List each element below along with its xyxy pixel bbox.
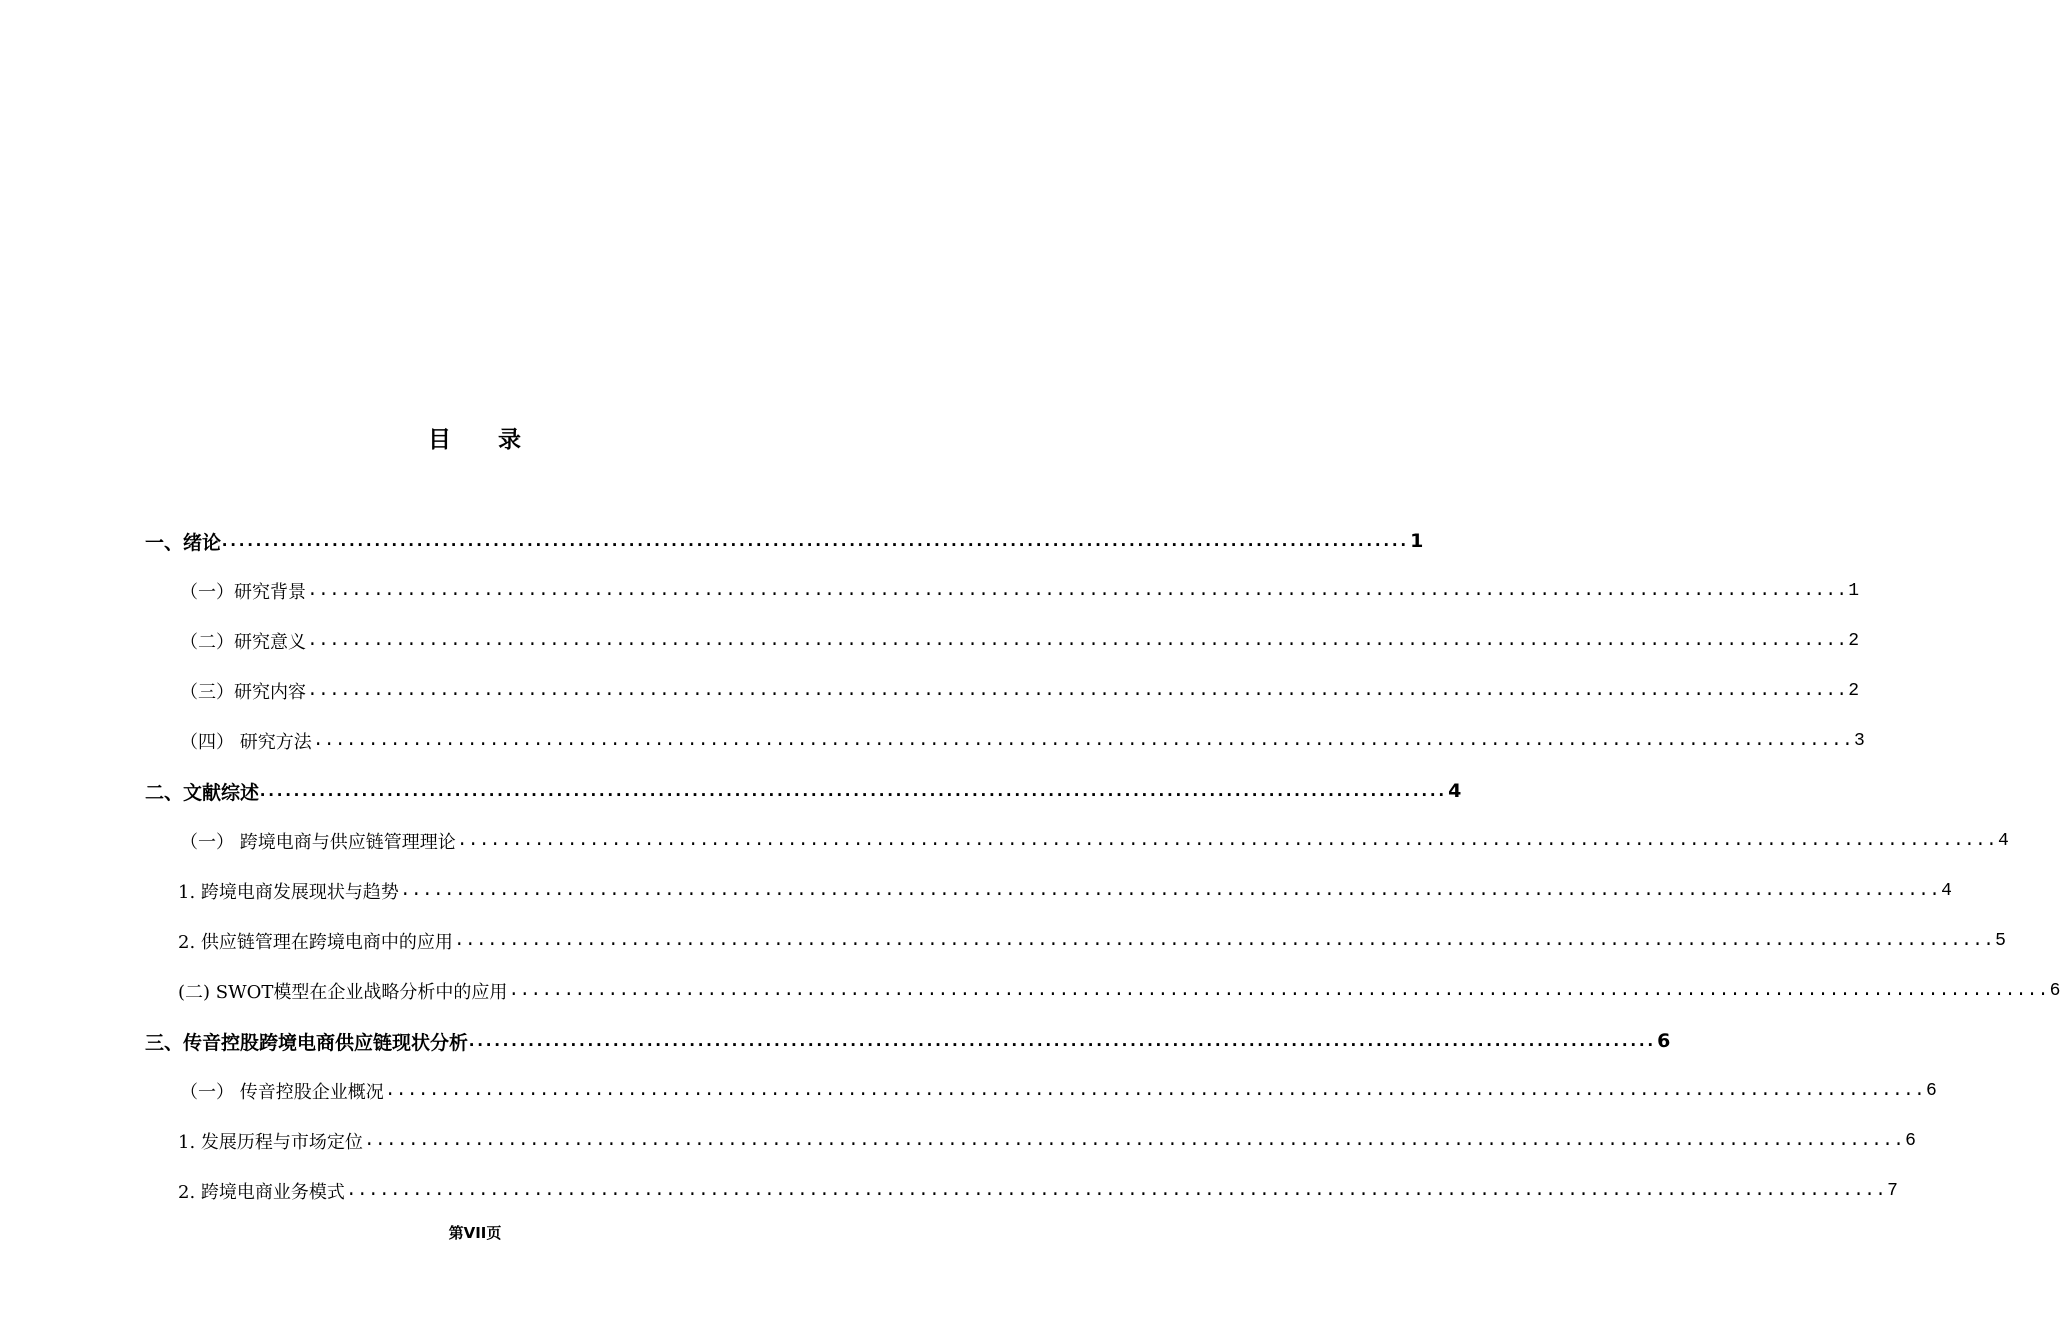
- toc-entry-label: 一、绪论: [145, 531, 222, 554]
- toc-entry[interactable]: [145, 1016, 1671, 1066]
- toc-entry-label: （一） 传音控股企业概况: [180, 1082, 384, 1103]
- toc-entry-page: 6: [1925, 1081, 1937, 1101]
- toc-entry[interactable]: [180, 616, 1860, 666]
- toc-entry[interactable]: [145, 516, 1424, 566]
- toc-entry-page: 1: [1848, 581, 1860, 601]
- toc-dot-leader: ............................................................................................................................................: [307, 681, 1848, 701]
- toc-entry[interactable]: [180, 716, 1865, 766]
- toc-entry[interactable]: [180, 566, 1860, 616]
- toc-entry-label: 1. 跨境电商发展现状与趋势: [178, 882, 399, 903]
- toc-entry-label: 三、传音控股跨境电商供应链现状分析: [145, 1031, 469, 1054]
- toc-entry-label: （四） 研究方法: [180, 732, 312, 753]
- toc-entry-page: 6: [1657, 1030, 1671, 1052]
- toc-entry[interactable]: [178, 916, 2006, 966]
- toc-entry-label: 2. 供应链管理在跨境电商中的应用: [178, 932, 453, 953]
- toc-entry[interactable]: [180, 816, 2009, 866]
- toc-entry-page: 3: [1853, 731, 1865, 751]
- toc-entry-label: （一）研究背景: [180, 582, 306, 603]
- toc-entry[interactable]: [178, 1166, 1898, 1216]
- toc-entry-label: 2. 跨境电商业务模式: [178, 1182, 345, 1203]
- toc-entry-page: 5: [1995, 931, 2006, 951]
- toc-dot-leader: ............................................................................................................................................: [312, 731, 1853, 751]
- toc-entry[interactable]: [180, 1066, 1937, 1116]
- toc-entry-page: 2: [1848, 681, 1860, 701]
- toc-dot-leader: ............................................................................................................................................: [307, 581, 1848, 601]
- toc-dot-leader: ............................................................................................................................................: [508, 981, 2049, 1001]
- toc-entry[interactable]: [178, 1116, 1916, 1166]
- toc-entry-page: 7: [1887, 1181, 1898, 1201]
- toc-entry-label: （三）研究内容: [180, 682, 306, 703]
- toc-title-left: 目: [428, 427, 452, 453]
- toc-entry-label: （一） 跨境电商与供应链管理理论: [180, 832, 456, 853]
- toc-dot-leader: ............................................................................................................................................: [307, 631, 1848, 651]
- toc-entry[interactable]: [180, 666, 1860, 716]
- toc-dot-leader: ............................................................................................................................................: [469, 1030, 1657, 1051]
- toc-dot-leader: ............................................................................................................................................: [363, 1131, 1905, 1151]
- toc-dot-leader: ............................................................................................................................................: [399, 881, 1941, 901]
- toc-entry-label: 二、文献综述: [145, 781, 260, 804]
- toc-entry-page: 2: [1848, 631, 1860, 651]
- toc-dot-leader: ............................................................................................................................................: [384, 1081, 1925, 1101]
- toc-title: [0, 422, 950, 458]
- toc-entry-page: 6: [2049, 981, 2060, 1001]
- toc-entry-label: (二) SWOT模型在企业战略分析中的应用: [178, 982, 508, 1003]
- page-number: 第VII页: [448, 1224, 502, 1242]
- toc-entry[interactable]: [178, 866, 1952, 916]
- toc-dot-leader: ............................................................................................................................................: [453, 931, 1995, 951]
- toc-dot-leader: ............................................................................................................................................: [260, 780, 1448, 801]
- toc-entry[interactable]: [178, 966, 2060, 1016]
- toc-entry[interactable]: [145, 766, 1462, 816]
- page-footer: [0, 1222, 950, 1244]
- toc-title-right: 录: [498, 427, 522, 453]
- toc-entry-page: 4: [1448, 780, 1462, 802]
- toc-entry-page: 4: [1997, 831, 2009, 851]
- toc-dot-leader: ............................................................................................................................................: [345, 1181, 1887, 1201]
- toc-dot-leader: ............................................................................................................................................: [222, 530, 1410, 551]
- toc-entry-label: （二）研究意义: [180, 632, 306, 653]
- toc-entry-page: 6: [1905, 1131, 1916, 1151]
- toc-entry-page: 4: [1941, 881, 1952, 901]
- toc-entry-label: 1. 发展历程与市场定位: [178, 1132, 363, 1153]
- toc-entry-page: 1: [1410, 530, 1424, 552]
- toc-dot-leader: ............................................................................................................................................: [456, 831, 1997, 851]
